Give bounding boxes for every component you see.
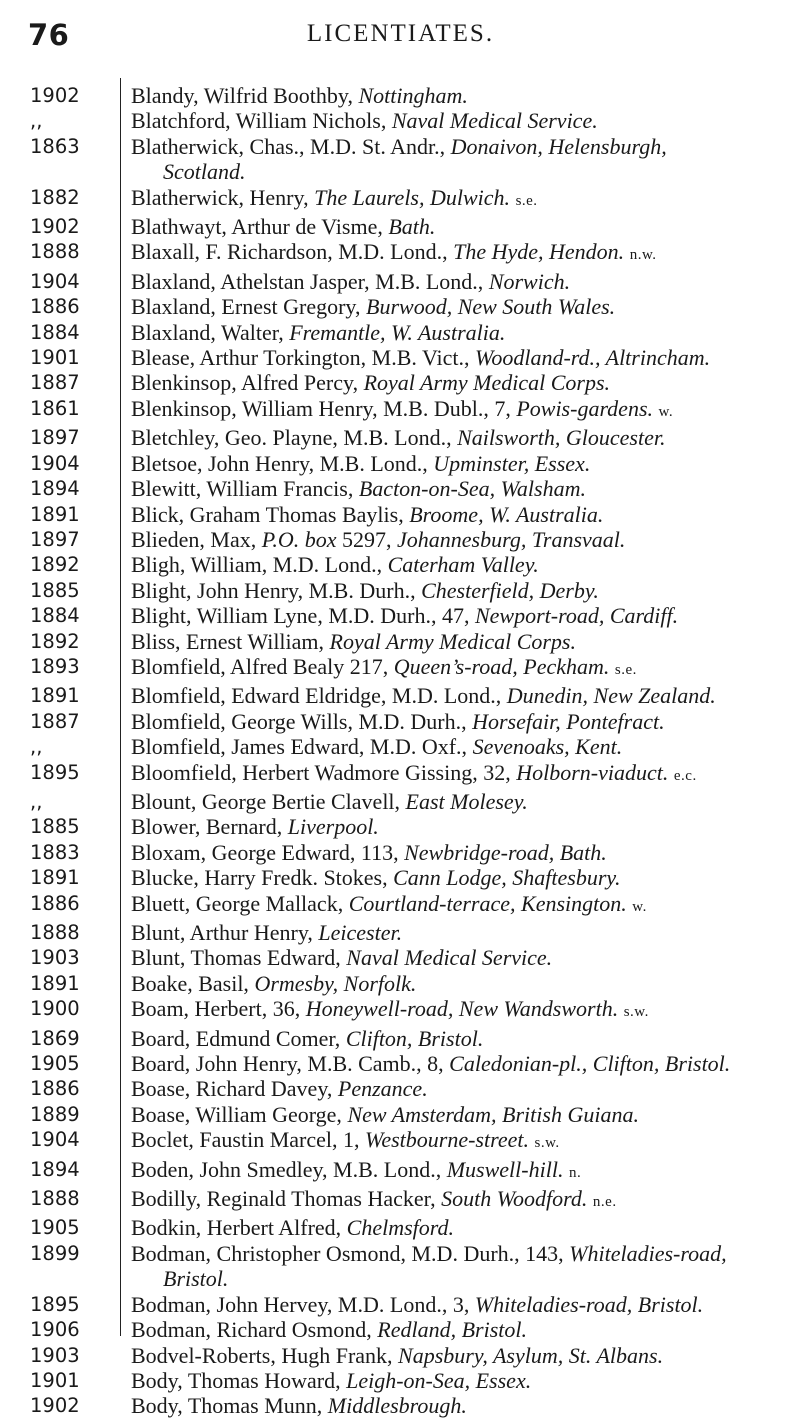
entry-year: ,, (30, 735, 43, 759)
entry-year: 1897 (30, 426, 80, 450)
list-item (0, 1368, 801, 1393)
entry-year: 1902 (30, 84, 80, 107)
entry-name: Boake, Basil, (131, 970, 255, 996)
list-item (0, 269, 801, 294)
entry-location: Burwood, New South Wales. (366, 294, 616, 320)
entry-year: 1904 (30, 1128, 80, 1152)
list-item (0, 971, 801, 996)
entry-name: Blandy, Wilfrid Boothby, (131, 83, 359, 108)
entry-name: Blathwayt, Arthur de Visme, (131, 214, 389, 240)
entry-location: Powis-gardens. (516, 395, 654, 421)
entry-location: Dunedin, New Zealand. (506, 683, 716, 709)
entry-name: Bletchley, Geo. Playne, M.B. Lond., (131, 425, 458, 451)
entry-location: Nottingham. (358, 83, 468, 108)
entry-location: Royal Army Medical Corps. (329, 628, 576, 654)
entry-name: Bodkin, Herbert Alfred, (131, 1215, 347, 1241)
entry-location: P.O. box (261, 526, 337, 552)
list-item (0, 1026, 801, 1051)
list-item (0, 1186, 801, 1215)
entry-location: Nailsworth, Gloucester. (457, 425, 666, 451)
entry-text (131, 1393, 781, 1418)
entry-text (131, 683, 781, 708)
entry-location: Penzance. (337, 1076, 428, 1102)
entry-text (131, 603, 781, 628)
entry-name: Blatchford, William Nichols, (131, 108, 392, 134)
entry-text (131, 814, 781, 839)
entry-location: The Hyde, Hendon. (453, 239, 625, 265)
entry-name: Blewitt, William Francis, (131, 476, 359, 502)
entry-year: 1889 (30, 1102, 80, 1126)
entry-location-2: Johannesburg, Transvaal. (397, 526, 626, 552)
entry-text (131, 654, 781, 683)
entry-location: Woodland-rd., Altrincham. (475, 345, 711, 371)
postal-district: n.w. (629, 247, 657, 264)
entry-location: Liverpool. (287, 814, 379, 840)
entry-year: 1891 (30, 971, 80, 995)
entry-text (131, 396, 781, 425)
entry-name: Blucke, Harry Fredk. Stokes, (131, 865, 394, 891)
entry-year: 1894 (30, 1157, 80, 1181)
entry-name: Blaxland, Athelstan Jasper, M.B. Lond., (131, 268, 489, 294)
entry-text (131, 760, 781, 789)
entry-year: 1904 (30, 269, 80, 293)
entry-name: Bletsoe, John Henry, M.B. Lond., (131, 450, 434, 476)
entry-text (131, 1076, 781, 1101)
entry-name: Blower, Bernard, (131, 814, 288, 840)
entry-name: Bodman, John Hervey, M.D. Lond., 3, (131, 1291, 475, 1317)
entry-year: 1895 (30, 760, 80, 784)
list-item (0, 476, 801, 501)
entry-year: ,, (30, 109, 43, 133)
list-item (0, 603, 801, 628)
entry-name: Boam, Herbert, 36, (131, 996, 306, 1022)
entry-year: ,, (30, 789, 43, 813)
list-item (0, 709, 801, 734)
entry-year: 1891 (30, 866, 80, 890)
entry-location: Caterham Valley. (387, 552, 539, 578)
list-item (0, 83, 801, 108)
postal-district: w. (632, 898, 647, 915)
entry-name: Blunt, Thomas Edward, (131, 945, 347, 971)
entry-year: 1903 (30, 946, 80, 970)
page-number: 76 (28, 18, 70, 52)
entry-text (131, 1157, 781, 1186)
entry-year: 1886 (30, 1077, 80, 1101)
entry-text (131, 527, 781, 552)
entry-text (131, 945, 781, 970)
entry-location: Broome, W. Australia. (409, 501, 604, 527)
entry-year: 1885 (30, 578, 80, 602)
entry-location: Napsbury, Asylum, St. Albans. (398, 1342, 664, 1368)
entry-name: Bodman, Richard Osmond, (131, 1317, 378, 1343)
list-item (0, 1102, 801, 1127)
entry-location: Redland, Bristol. (377, 1317, 527, 1343)
entry-name: Boase, Richard Davey, (131, 1076, 338, 1102)
entry-location: Courtland-terrace, Kensington. (348, 890, 627, 916)
entry-name: Boclet, Faustin Marcel, 1, (131, 1127, 366, 1153)
entry-year: 1893 (30, 654, 80, 678)
list-item (0, 1241, 801, 1292)
entry-continuation: Scotland. (163, 159, 246, 185)
entry-year: 1901 (30, 1368, 80, 1392)
entry-location: Newport-road, Cardiff. (474, 603, 679, 629)
entry-location: Donaivon, Helensburgh, (450, 133, 667, 159)
entry-location: Royal Army Medical Corps. (363, 370, 611, 396)
entry-year: 1892 (30, 553, 80, 577)
entry-text (131, 1102, 781, 1127)
entry-text (131, 476, 781, 501)
entry-name: Bodilly, Reginald Thomas Hacker, (131, 1186, 442, 1212)
list-item (0, 134, 801, 185)
entry-text (131, 1026, 781, 1051)
list-item (0, 451, 801, 476)
postal-district: w. (658, 403, 674, 420)
entry-location: Whiteladies-road, (569, 1240, 727, 1266)
entry-year: 1899 (30, 1241, 80, 1265)
entry-name: Bloomfield, Herbert Wadmore Gissing, 32, (131, 759, 517, 785)
list-item (0, 1157, 801, 1186)
entry-year: 1897 (30, 527, 80, 551)
entry-list (0, 83, 801, 1419)
list-item (0, 1393, 801, 1418)
entry-year: 1887 (30, 709, 80, 733)
entry-location: Bacton-on-Sea, Walsham. (358, 476, 586, 502)
entry-year: 1882 (30, 185, 80, 209)
entry-location: Leigh-on-Sea, Essex. (346, 1367, 532, 1393)
entry-text (131, 425, 781, 450)
entry-year: 1888 (30, 240, 80, 264)
entry-text (131, 891, 781, 920)
list-item (0, 734, 801, 759)
list-item (0, 214, 801, 239)
entry-text (131, 239, 781, 268)
list-item (0, 1051, 801, 1076)
entry-text (131, 1368, 781, 1393)
list-item (0, 396, 801, 425)
entry-year: 1903 (30, 1343, 80, 1367)
entry-location: Queen’s-road, Peckham. (393, 653, 610, 679)
entry-text (131, 971, 781, 996)
entry-year: 1887 (30, 371, 80, 395)
entry-text (131, 789, 781, 814)
entry-name: Bodvel-Roberts, Hugh Frank, (131, 1342, 399, 1368)
list-item (0, 294, 801, 319)
list-item (0, 865, 801, 890)
entry-text (131, 185, 781, 214)
entry-location: Newbridge-road, Bath. (404, 839, 607, 865)
entry-location: Fremantle, W. Australia. (289, 319, 506, 345)
entry-year: 1902 (30, 1394, 80, 1418)
list-item (0, 527, 801, 552)
entry-name: Blomfield, James Edward, M.D. Oxf., (131, 734, 473, 760)
postal-district: s.w. (534, 1135, 560, 1152)
list-item (0, 345, 801, 370)
entry-location: South Woodford. (441, 1186, 588, 1212)
entry-year: 1900 (30, 997, 80, 1021)
entry-box-number: 5297, (336, 526, 398, 552)
entry-text (131, 1186, 781, 1215)
entry-year: 1894 (30, 477, 80, 501)
list-item (0, 425, 801, 450)
list-item (0, 239, 801, 268)
list-item (0, 1317, 801, 1342)
list-item (0, 1215, 801, 1240)
entry-year: 1902 (30, 215, 80, 239)
list-item (0, 552, 801, 577)
entry-location: Holborn-viaduct. (516, 759, 669, 785)
list-item (0, 320, 801, 345)
entry-name: Blick, Graham Thomas Baylis, (131, 501, 410, 527)
entry-year: 1906 (30, 1318, 80, 1342)
entry-text (131, 345, 781, 370)
list-item (0, 185, 801, 214)
list-item (0, 814, 801, 839)
entry-name: Blatherwick, Chas., M.D. St. Andr., (131, 133, 451, 159)
entry-year: 1869 (30, 1026, 80, 1050)
postal-district: s.w. (623, 1004, 649, 1021)
postal-district: n.e. (592, 1194, 617, 1211)
entry-name: Bloxam, George Edward, 113, (131, 839, 405, 865)
entry-location: Westbourne-street. (365, 1127, 529, 1153)
entry-name: Body, Thomas Munn, (131, 1393, 328, 1419)
entry-location: Norwich. (488, 268, 571, 294)
entry-location: Ormesby, Norfolk. (254, 970, 417, 996)
entry-text (131, 294, 781, 319)
entry-year: 1884 (30, 604, 80, 628)
entry-text (131, 709, 781, 734)
entry-year: 1895 (30, 1292, 80, 1316)
entry-text (131, 578, 781, 603)
list-item (0, 683, 801, 708)
postal-district: s.e. (614, 661, 637, 678)
entry-year: 1901 (30, 346, 80, 370)
entry-text (131, 1343, 781, 1368)
entry-name: Bligh, William, M.D. Lond., (131, 552, 388, 578)
entry-text (131, 370, 781, 395)
postal-district: s.e. (515, 192, 538, 209)
list-item (0, 760, 801, 789)
entry-name: Bodman, Christopher Osmond, M.D. Durh., 143, (131, 1240, 570, 1266)
entry-text (131, 1127, 781, 1156)
entry-text (131, 83, 781, 108)
entry-name: Blenkinsop, William Henry, M.B. Dubl., 7, (131, 395, 517, 421)
entry-name: Blease, Arthur Torkington, M.B. Vict., (131, 345, 476, 371)
list-item (0, 1127, 801, 1156)
entry-name: Blaxall, F. Richardson, M.D. Lond., (131, 239, 454, 265)
running-head: LICENTIATES. (306, 20, 495, 47)
entry-name: Boden, John Smedley, M.B. Lond., (131, 1156, 447, 1182)
entry-year: 1891 (30, 684, 80, 708)
entry-location: East Molesey. (405, 788, 528, 814)
entry-text (131, 1051, 781, 1076)
entry-text (131, 996, 781, 1025)
list-item (0, 1343, 801, 1368)
list-item (0, 920, 801, 945)
entry-text (131, 1241, 781, 1292)
entry-text (131, 502, 781, 527)
entry-year: 1886 (30, 295, 80, 319)
entry-name: Blomfield, Edward Eldridge, M.D. Lond., (131, 683, 507, 709)
entry-location: Chelmsford. (346, 1215, 455, 1241)
list-item (0, 789, 801, 814)
entry-location: New Amsterdam, British Guiana. (347, 1101, 639, 1127)
entry-name: Blaxland, Walter, (131, 319, 290, 345)
entry-location: Whiteladies-road, Bristol. (474, 1291, 704, 1317)
entry-text (131, 214, 781, 239)
entry-location: Honeywell-road, New Wandsworth. (305, 996, 619, 1022)
list-item (0, 502, 801, 527)
entry-location: Bath. (388, 214, 436, 240)
entry-year: 1892 (30, 629, 80, 653)
entry-year: 1888 (30, 921, 80, 944)
entry-name: Blomfield, Alfred Bealy 217, (131, 653, 394, 679)
entry-year: 1904 (30, 451, 80, 475)
entry-text (131, 734, 781, 759)
entry-name: Blount, George Bertie Clavell, (131, 788, 406, 814)
entry-name: Board, Edmund Comer, (131, 1025, 346, 1051)
entry-location: Caledonian-pl., Clifton, Bristol. (449, 1051, 731, 1077)
entry-year: 1863 (30, 134, 80, 158)
list-item (0, 654, 801, 683)
list-item (0, 945, 801, 970)
entry-name: Blieden, Max, (131, 526, 262, 552)
entry-text (131, 1292, 781, 1317)
entry-name: Board, John Henry, M.B. Camb., 8, (131, 1051, 450, 1077)
entry-name: Blight, John Henry, M.B. Durh., (131, 577, 422, 603)
entry-text (131, 269, 781, 294)
list-item (0, 891, 801, 920)
entry-year: 1884 (30, 320, 80, 344)
entry-year: 1891 (30, 502, 80, 526)
entry-location: Muswell-hill. (446, 1156, 564, 1182)
entry-year: 1905 (30, 1052, 80, 1076)
entry-continuation: Bristol. (163, 1266, 229, 1292)
entry-name: Blunt, Arthur Henry, (131, 920, 319, 945)
entry-text (131, 920, 781, 945)
entry-name: Blenkinsop, Alfred Percy, (131, 370, 364, 396)
list-item (0, 629, 801, 654)
entry-text (131, 134, 781, 185)
entry-location: Middlesbrough. (327, 1393, 467, 1419)
list-item (0, 840, 801, 865)
entry-year: 1888 (30, 1187, 80, 1211)
list-item (0, 370, 801, 395)
postal-district: e.c. (673, 767, 697, 784)
entry-location: Chesterfield, Derby. (421, 577, 599, 603)
entry-name: Bluett, George Mallack, (131, 890, 349, 916)
entry-name: Body, Thomas Howard, (131, 1367, 347, 1393)
entry-text (131, 320, 781, 345)
entry-location: Clifton, Bristol. (345, 1025, 484, 1051)
entry-name: Bliss, Ernest William, (131, 628, 330, 654)
entry-year: 1905 (30, 1216, 80, 1240)
entry-year: 1883 (30, 840, 80, 864)
entry-year: 1861 (30, 396, 80, 420)
entry-name: Blight, William Lyne, M.D. Durh., 47, (131, 603, 475, 629)
entry-name: Blatherwick, Henry, (131, 184, 315, 210)
entry-location: Sevenoaks, Kent. (472, 734, 623, 760)
list-item (0, 996, 801, 1025)
entry-text (131, 865, 781, 890)
entry-text (131, 108, 781, 133)
entry-location: Cann Lodge, Shaftesbury. (393, 865, 621, 891)
postal-district: n. (568, 1164, 582, 1181)
entry-text (131, 451, 781, 476)
list-item (0, 108, 801, 133)
entry-year: 1886 (30, 891, 80, 915)
entry-year: 1885 (30, 815, 80, 839)
entry-text (131, 840, 781, 865)
entry-location: Naval Medical Service. (391, 108, 598, 134)
entry-location: Horsefair, Pontefract. (472, 708, 665, 734)
page-header (0, 18, 801, 58)
entry-location: The Laurels, Dulwich. (314, 184, 511, 210)
entry-location: Naval Medical Service. (346, 945, 553, 971)
entry-location: Leicester. (318, 920, 403, 945)
entry-location: Upminster, Essex. (433, 450, 591, 476)
entry-name: Boase, William George, (131, 1101, 348, 1127)
entry-text (131, 1317, 781, 1342)
entry-text (131, 1215, 781, 1240)
entry-text (131, 629, 781, 654)
entry-name: Blaxland, Ernest Gregory, (131, 294, 367, 320)
list-item (0, 1076, 801, 1101)
list-item (0, 578, 801, 603)
entry-name: Blomfield, George Wills, M.D. Durh., (131, 708, 473, 734)
list-item (0, 1292, 801, 1317)
entry-text (131, 552, 781, 577)
